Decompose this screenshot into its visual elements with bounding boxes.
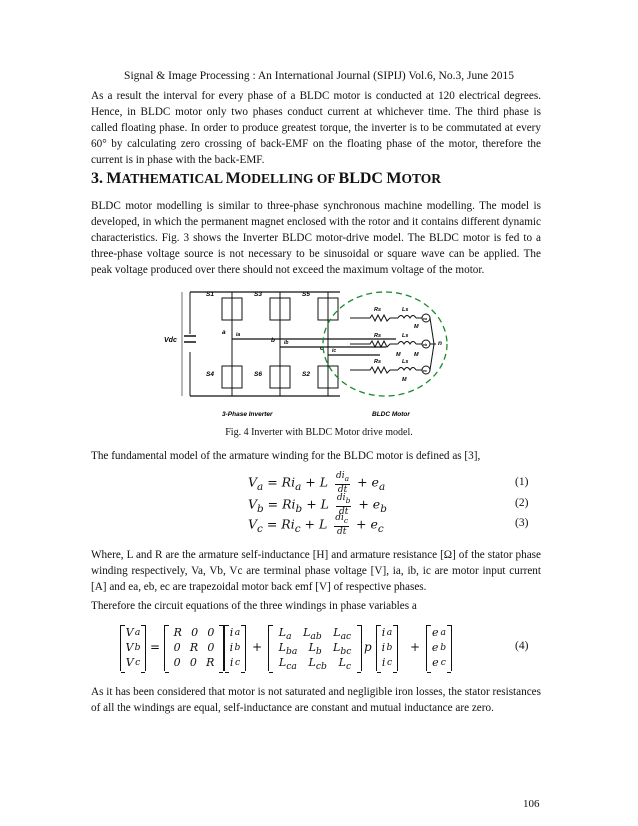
- section-title-rest: OF: [316, 171, 336, 186]
- emf-a-label: ea: [423, 317, 427, 321]
- inverter-bldc-figure: [160, 284, 470, 424]
- emf-b-label: eb: [423, 343, 428, 347]
- equation-2-number: (2): [515, 497, 529, 509]
- mutual-label-3: M: [414, 352, 419, 358]
- equation-4-number: (4): [515, 640, 529, 652]
- section-title-rest: OTOR: [401, 171, 441, 186]
- section-paragraph: BLDC motor modelling is similar to three-phase synchronous machine modelling. The model is developed, in which the permanent magnet enclosed with the rotor and it contains different dynamic characteristics. Fig. 3 shows the Inverter BLDC motor-drive model. The BLDC motor is fed to a three-phase voltage source is not necessary to be sinusoidal or square wave can be applied. The peak voltage produced over there should not exceed the maximum voltage of the motor.: [91, 200, 541, 277]
- switch-label-s3: S3: [254, 291, 262, 298]
- switch-label-s6: S6: [254, 371, 262, 378]
- section-title-rest: ODELLING: [240, 171, 314, 186]
- switch-label-s2: S2: [302, 371, 310, 378]
- switch-label-s1: S1: [206, 291, 214, 298]
- inductor-a-label: Ls: [402, 307, 409, 313]
- equation-3: $V_c = Ri_c + L$ $\frac{di_c}{dt}$ + $e_c$: [248, 513, 384, 537]
- current-ic-label: ic: [332, 348, 337, 354]
- section-title: [106, 171, 441, 186]
- equation-1-number: (1): [515, 476, 529, 488]
- inductor-b-label: Ls: [402, 333, 409, 339]
- node-c-label: c: [320, 345, 324, 352]
- inverter-label: 3-Phase Inverter: [222, 411, 273, 418]
- node-a-label: a: [222, 329, 226, 336]
- mutual-label-4: M: [402, 377, 407, 383]
- section-title-capital: M: [386, 170, 402, 187]
- current-ia-label: ia: [236, 332, 241, 338]
- section-heading: [91, 170, 441, 188]
- switch-label-s5: S5: [302, 291, 310, 298]
- section-title-capital: M: [106, 170, 122, 187]
- where-paragraph: Where, L and R are the armature self-inductance [H] and armature resistance [Ω] of the stator phase winding respectively, Va, Vb, Vc are terminal phase voltage [V], ia, ib, ic are motor input current [A] and ea, eb, ec are trapezoidal motor back emf [V] of respective phases.: [91, 549, 541, 594]
- node-n-label: n: [438, 340, 442, 347]
- emf-c-label: ec: [423, 369, 427, 373]
- switch-label-s4: S4: [206, 371, 214, 378]
- final-paragraph: As it has been considered that motor is not saturated and negligible iron losses, the stator resistances of all the windings are equal, self-inductance are constant and mutual inductance are zero.: [91, 686, 541, 715]
- running-header: Signal & Image Processing : An International Journal (SIPIJ) Vol.6, No.3, June 2015: [124, 70, 514, 82]
- equation-1: $V_a = Ri_a + L$ $\frac{di_a}{dt}$ + $e_a$: [248, 471, 386, 495]
- inductor-c-label: Ls: [402, 359, 409, 365]
- section-title-rest: ATHEMATICAL: [121, 171, 223, 186]
- resistor-a-label: Rs: [374, 307, 382, 313]
- equation-2: $V_b = Ri_b + L$ $\frac{di_b}{dt}$ + $e_b$: [248, 493, 387, 517]
- figure-caption: Fig. 4 Inverter with BLDC Motor drive model.: [225, 427, 413, 438]
- matrix-equation: V a V b V c = R 0 0 0 R 0 0 0 R i a i b i c + $L_a$ $L_{ab}$ $L_{ac}$ $L_{ba}$ $L_b$ $L_{bc}$ $L_{ca}$ $L_{cb}$ $L_c$ p i a i b i c + e a e b e c: [120, 625, 460, 671]
- section-title-capital: M: [225, 170, 241, 187]
- current-ib-label: ib: [284, 340, 289, 346]
- page-number: 106: [523, 798, 540, 810]
- resistor-c-label: Rs: [374, 359, 382, 365]
- section-number: 3.: [91, 170, 103, 187]
- resistor-b-label: Rs: [374, 333, 382, 339]
- section-title-capital: BLDC: [338, 170, 383, 187]
- node-b-label: b: [271, 337, 275, 344]
- therefore-paragraph: Therefore the circuit equations of the three windings in phase variables a: [91, 600, 417, 612]
- mutual-label-1: M: [414, 324, 419, 330]
- vdc-label: Vdc: [164, 337, 177, 344]
- fundamental-paragraph: The fundamental model of the armature winding for the BLDC motor is defined as [3],: [91, 450, 481, 462]
- equation-3-number: (3): [515, 517, 529, 529]
- intro-paragraph: As a result the interval for every phase of a BLDC motor is conducted at 120 electrical degrees. Hence, in BLDC motor only two phases conduct current at whichever time. The third phase is called floating phase. In order to produce greatest torque, the inverter is to be commutated at every 60° by calculating zero crossing of back-EMF on the floating phase of the motor, therefore the current is in phase with the back-EMF.: [91, 90, 541, 167]
- mutual-label-2: M: [396, 352, 401, 358]
- motor-label: BLDC Motor: [372, 411, 410, 418]
